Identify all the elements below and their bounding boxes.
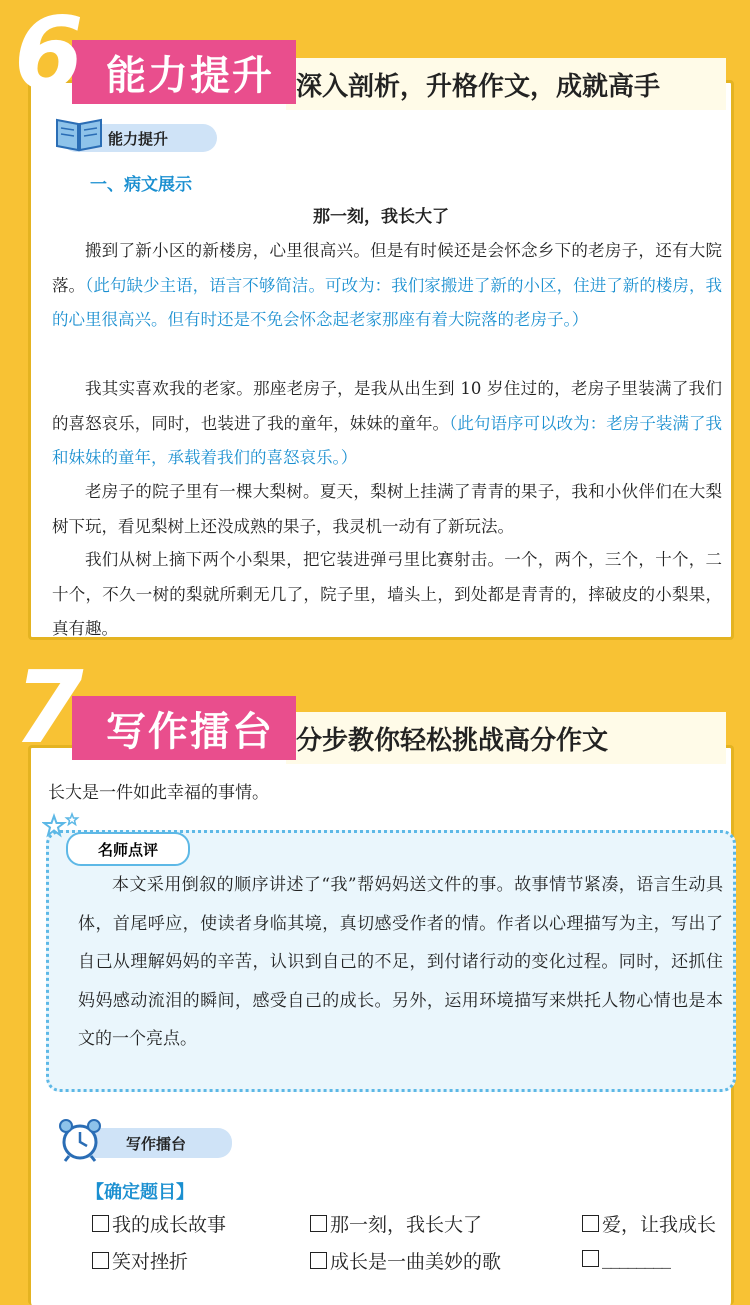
- essay-paragraph-1: [52, 234, 722, 338]
- checkbox[interactable]: [92, 1252, 109, 1269]
- checkbox[interactable]: [92, 1215, 109, 1232]
- comment-label-text: 名师点评: [97, 840, 158, 859]
- book-icon: [54, 112, 104, 152]
- pill-writing-arena-label: 写作擂台: [126, 1134, 187, 1153]
- banner6-number: 6: [14, 0, 84, 112]
- banner7-title-text: 写作擂台: [106, 708, 274, 755]
- essay-p1-text: 搬到了新小区的新楼房，心里很高兴。但是有时候还是会怀念乡下的老房子，还有大院落。: [52, 241, 722, 295]
- essay-title: 那一刻，我长大了: [313, 207, 449, 227]
- banner7-number: 7: [14, 649, 84, 766]
- banner6-subtitle-text: 深入剖析，升格作文，成就高手: [296, 71, 661, 102]
- topic-option-label: 那一刻，我长大了: [330, 1214, 483, 1236]
- topic-option-4[interactable]: [92, 1247, 188, 1274]
- pill-ability-label: 能力提升: [108, 129, 169, 148]
- banner7-subtitle: [286, 712, 726, 764]
- essay-p4-text: 我们从树上摘下两个小梨果，把它装进弹弓里比赛射击。一个，两个，三个，十个，二十个，不久一树的梨就所剩无几了，院子里，墙头上，到处都是青青的，摔破皮的小梨果，真有趣。: [52, 550, 722, 638]
- comment-label: [66, 832, 190, 866]
- essay-p1-note: （此句缺少主语，语言不够简洁。可改为：我们家搬进了新的小区，住进了新的楼房，我的心里很高兴。但有时还是不免会怀念起老家那座有着大院落的老房子。）: [52, 275, 723, 329]
- essay-p3-text: 老房子的院子里有一棵大梨树。夏天，梨树上挂满了青青的果子，我和小伙伴们在大梨树下玩，看见梨树上还没成熟的果子，我灵机一动有了新玩法。: [52, 482, 722, 536]
- alarm-clock-icon: [56, 1116, 104, 1164]
- essay-paragraph-3: [52, 475, 722, 544]
- topic-option-1[interactable]: [92, 1210, 226, 1237]
- banner6-title: [72, 40, 296, 104]
- section-heading-sick-essay: 一、病文展示: [90, 175, 192, 195]
- topic-option-label: 成长是一曲美妙的歌: [330, 1251, 502, 1273]
- topic-option-label: 笑对挫折: [112, 1251, 189, 1273]
- essay-paragraph-4: [52, 543, 722, 647]
- checkbox[interactable]: [582, 1215, 599, 1232]
- topic-option-5[interactable]: [310, 1247, 501, 1274]
- checkbox[interactable]: [310, 1215, 327, 1232]
- banner6-subtitle: [286, 58, 726, 110]
- topic-option-label: 我的成长故事: [112, 1214, 227, 1236]
- topic-option-label: 爱，让我成长: [602, 1214, 717, 1236]
- topic-option-3[interactable]: [582, 1210, 716, 1237]
- topic-option-6[interactable]: [582, 1247, 670, 1269]
- teacher-comment-text: 本文采用倒叙的顺序讲述了“我”帮妈妈送文件的事。故事情节紧凑，语言生动具体，首尾呼应，使读者身临其境，真切感受作者的情。作者以心理描写为主，写出了自己从理解妈妈的辛苦，认识到自己的不足，到付诸行动的变化过程。同时，还抓住妈妈感动流泪的瞬间，感受自己的成长。另外，运用环境描写来烘托人物心情也是本文的一个亮点。: [78, 875, 723, 1049]
- checkbox[interactable]: [582, 1250, 599, 1267]
- banner7-subtitle-text: 分步教你轻松挑战高分作文: [296, 725, 609, 756]
- topic-option-blank[interactable]: ________: [602, 1247, 670, 1269]
- essay-p2-text: 我其实喜欢我的老家。那座老房子，是我从出生到 10 岁住过的，老房子里装满了我们的喜怒哀乐，同时，也装进了我的童年，妹妹的童年。: [52, 379, 722, 433]
- topic-option-2[interactable]: [310, 1210, 482, 1237]
- essay-last-line: 长大是一件如此幸福的事情。: [48, 783, 269, 803]
- checkbox[interactable]: [310, 1252, 327, 1269]
- topic-heading: 【确定题目】: [86, 1182, 194, 1203]
- essay-p2-note: （此句语序可以改为：老房子装满了我和妹妹的童年，承载着我们的喜怒哀乐。）: [52, 413, 723, 467]
- banner6-title-text: 能力提升: [106, 52, 274, 99]
- banner7-title: [72, 696, 296, 760]
- essay-paragraph-2: [52, 372, 722, 476]
